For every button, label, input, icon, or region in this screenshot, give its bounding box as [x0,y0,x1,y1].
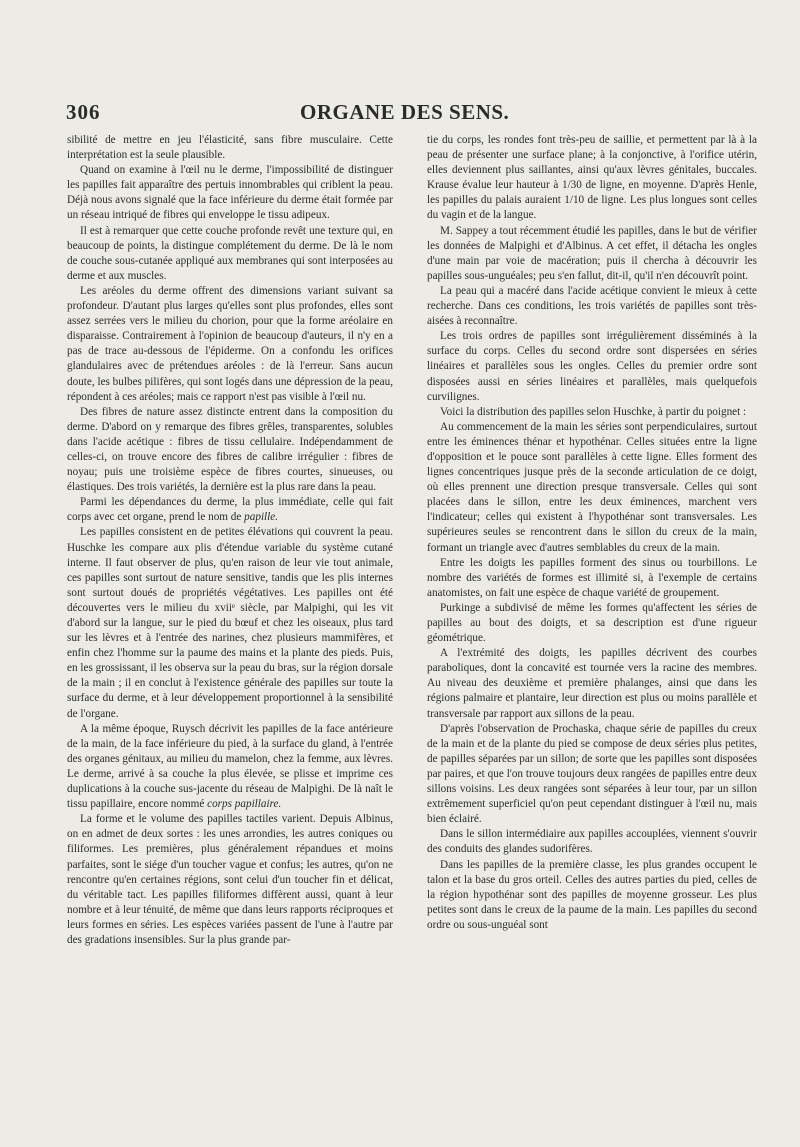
right-column [427,133,757,933]
paragraph-text: tie du corps, les rondes font très-peu de saillie, et permettent par là à la peau de présenter une surface plane; à la conjonctive, à l'orifice utérin, elles deviennent plus saillantes, ainsi qu'aux lèvres génitales, buccales. Krause évalue leur hauteur à 1/30 de ligne, en moyenne. D'après Henle, les papilles du palais auraient 1/10 de ligne. Les plus longues sont celles du vagin et de la langue. [427,134,757,222]
paragraph-text: Les papilles consistent en de petites élévations qui couvrent la peau. Huschke les compare aux plis d'étendue variable du système cutané interne. Il faut observer de plus, qu'en raison de leur vie tout animale, ces papilles sont surtout de nature sensitive, tandis que les plis internes sont surtout doués de propriétés végétatives. Les papilles ont été découvertes vers le milieu du xviiᵉ siècle, par Malpighi, qui les vit d'abord sur la langue, sur le pied du bœuf et chez les oiseaux, plus tard sur les lèvres et à l'entrée des narines, chez plusieurs mammifères, et enfin chez l'homme sur la paume des mains et la plante des pieds. Puis, en les grossissant, il les observa sur la peau du bras, sur la région dorsale de la main ; il en conclut à l'existence générale des papilles sur toute la surface du derme, et à leur développement proportionnel à la sensibilité de l'organe. [67,526,393,720]
paragraph-text: Parmi les dépendances du derme, la plus immédiate, celle qui fait corps avec cet organe, prend le nom de [67,496,393,524]
paragraph [427,556,757,601]
paragraph-text: Des fibres de nature assez distincte entrent dans la composition du derme. D'abord on y remarque des fibres grêles, transparentes, solubles dans l'acide acétique : fibres de tissu cellulaire. Indépendamment de celles-ci, on trouve encore des fibres de calibre irrégulier : fibres de noyau; puis une troisième espèce de fibres courtes, sinueuses, ou élastiques. Des trois variétés, la dernière est la plus rare dans la peau. [67,405,393,494]
paragraph-text: Dans les papilles de la première classe, les plus grandes occupent le talon et la base du gros orteil. Celles des autres parties du pied, celles de la région hypothénar sont des papilles de moyenne grosseur. Les plus petites sont dans le creux de la paume de la main. Les papilles du second ordre ou sous-unguéal sont [427,858,757,931]
paragraph [67,133,393,163]
italic-term: corps papillaire. [207,798,282,811]
paragraph-text: La forme et le volume des papilles tactiles varient. Depuis Albinus, on en admet de deux sortes : les unes arrondies, les autres coniques ou filiformes. Les premières, plus généralement répandues et moins parfaites, sont le siége d'un toucher vague et confus; les autres, qu'on ne rencontre qu'en certaines régions, sont celui d'un toucher fin et délicat, du véritable tact. Les papilles filiformes diffèrent aussi, quant à leur nombre et à leur ténuité, de même que dans leurs rapports réciproques et leurs formes en séries. Les espèces variées passent de l'une à l'autre par des gradations insensibles. Sur la plus grande par- [67,813,393,946]
paragraph [427,722,757,828]
paragraph [67,495,393,525]
paragraph [427,601,757,646]
paragraph-text: sibilité de mettre en jeu l'élasticité, sans fibre musculaire. Cette interprétation est la seule plausible. [67,134,393,162]
paragraph-text: Il est à remarquer que cette couche profonde revêt une texture qui, en beaucoup de points, la distingue complétement du derme. De là le nom de couche sous-cutanée appliqué aux membranes qui sont interposées au derme et aux muscles. [67,224,393,282]
paragraph [67,525,393,721]
paragraph-text: Au commencement de la main les séries sont perpendiculaires, surtout entre les éminences thénar et hypothénar. Celles situées entre la ligne d'opposition et le pouce sont parallèles à cette ligne. Elles forment des lignes concentriques jusque près de la seconde articulation de ce doigt, où elles prennent une direction presque transversale. Celles qui sont placées dans le sillon, entre les deux éminences, marchent vers l'indicateur; celles qui existent à l'hypothénar sont transversales. Les supérieures seules se rencontrent dans le sillon du creux de la main, formant un triangle avec d'autres semblables du creux de la main. [427,420,757,554]
paragraph-text: D'après l'observation de Prochaska, chaque série de papilles du creux de la main et de la plante du pied se compose de deux séries plus petites, de papilles séparées par un sillon; de sorte que les papilles sont disposées par paires, et que l'on trouve toujours deux rangées de papilles entre deux sillons voisins. Les deux rangées sont séparées à leur tour, par un sillon extrêmement superficiel qu'on peut cependant distinguer à l'œil nu, mais bien éclairé. [427,722,757,826]
paragraph [427,224,757,284]
running-title: ORGANE DES SENS. [300,100,510,124]
paragraph [67,224,393,284]
paragraph [67,722,393,813]
paragraph [67,163,393,223]
paragraph [427,284,757,329]
page-number: 306 [66,100,101,124]
paragraph-text: La peau qui a macéré dans l'acide acétique convient le mieux à cette recherche. Dans ces conditions, les trois variétés de papilles sont très-aisées à reconnaître. [427,284,757,328]
paragraph [427,646,757,721]
paragraph [67,284,393,405]
paragraph-text: Purkinge a subdivisé de même les formes qu'affectent les séries de papilles au bout des doigts, et sa description est d'une rigueur géométrique. [427,601,757,645]
paragraph-text: Les aréoles du derme offrent des dimensions variant suivant sa profondeur. D'autant plus larges qu'elles sont plus profondes, elles sont assez serrées vers le milieu du chorion, pour que la forme aréolaire en disparaisse. Contrairement à l'opinion de beaucoup d'auteurs, il n'y en a pas de trace au-dessous de l'épiderme. On a confondu les orifices glandulaires avec de prétendues aréoles : de là l'erreur. Sans aucun doute, les bulbes pilifères, qui sont logés dans une dépression de la peau, répondent à ces aréoles; mais ce rapport n'est pas visible à l'œil nu. [67,284,393,403]
paragraph [427,405,757,420]
paragraph [427,420,757,556]
paragraph-text: Dans le sillon intermédiaire aux papilles accouplées, viennent s'ouvrir des conduits des glandes sudorifères. [427,828,757,856]
paragraph-text: Quand on examine à l'œil nu le derme, l'impossibilité de distinguer les papilles fait apparaître des pertuis innombrables qui criblent la peau. Déjà nous avons signalé que la face inférieure du derme était formée par un réseau intriqué de fibres qui enveloppe le tissu adipeux. [67,164,393,222]
paragraph-text: A l'extrémité des doigts, les papilles décrivent des courbes paraboliques, dont la concavité est tournée vers la racine des membres. Au niveau des deuxième et première phalanges, ainsi que dans les régions palmaire et plantaire, leur direction est plus ou moins parallèle et transversale par rapport aux sillons de la peau. [427,647,757,720]
paragraph-text: M. Sappey a tout récemment étudié les papilles, dans le but de vérifier les données de Malpighi et d'Albinus. A cet effet, il détacha les ongles d'une main par voie de macération; puis il chercha à découvrir les papilles sous-unguéales; peu s'en fallut, dit-il, qu'il n'en découvrît point. [427,224,757,282]
paragraph-text: Entre les doigts les papilles forment des sinus ou tourbillons. Le nombre des variétés de formes est illimité si, à l'exemple de certains anatomistes, on fait une espèce de chaque variété de groupement. [427,556,757,599]
paragraph [67,812,393,948]
paragraph-text: Voici la distribution des papilles selon Huschke, à partir du poignet : [440,405,747,418]
paragraph [427,329,757,404]
paragraph [67,405,393,496]
left-column [67,133,393,948]
paragraph [427,827,757,857]
italic-term: papille. [244,511,279,524]
paragraph [427,858,757,933]
paragraph-text: Les trois ordres de papilles sont irrégulièrement disséminés à la surface du corps. Celles du second ordre sont dispersées en séries linéaires et parallèles sous les ongles. Celles du premier ordre sont disposées aussi en séries linéaires et parallèles, mais quelquefois curvilignes. [427,330,757,403]
paragraph-text: A la même époque, Ruysch décrivit les papilles de la face antérieure de la main, de la face inférieure du pied, à la surface du gland, à l'entrée des organes génitaux, au milieu du mamelon, chez la femme, aux lèvres. Le derme, arrivé à sa couche la plus élevée, se plisse et imprime ces duplications à la couche sus-jacente du réseau de Malpighi. De là naît le tissu papillaire, encore nommé [67,722,393,811]
paragraph [427,133,757,224]
